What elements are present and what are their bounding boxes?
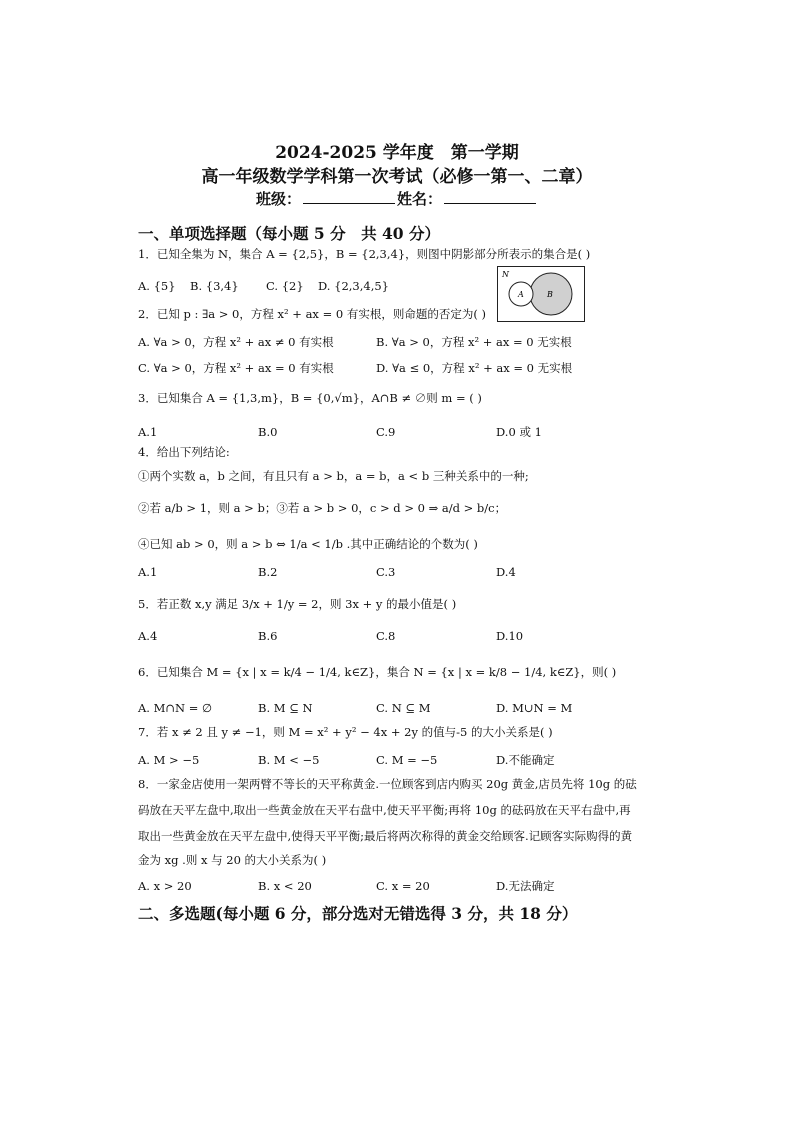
question-8-line-1: 8．一家金店使用一架两臂不等长的天平称黄金.一位顾客到店内购买 20g 黄金,店员先将 10g 的砝 [138,777,637,791]
q4-option-d: D.4 [496,565,516,579]
q3-option-a: A.1 [138,425,158,439]
question-2-stem: 2．已知 p : ∃a > 0，方程 x² + ax = 0 有实根，则命题的否定为( ) [138,307,486,321]
q4-option-c: C.3 [376,565,396,579]
question-8-line-3: 取出一些黄金放在天平左盘中,使得天平平衡;最后将两次称得的黄金交给顾客.记顾客实际购得的黄 [138,829,633,843]
class-blank [303,189,395,204]
question-1-stem: 1．已知全集为 N，集合 A = {2,5}，B = {2,3,4}，则图中阴影部分所表示的集合是( ) [138,247,591,261]
exam-title: 高一年级数学学科第一次考试（必修一第一、二章） [201,167,593,187]
q2-option-a: A. ∀a > 0，方程 x² + ax ≠ 0 有实根 [138,335,334,349]
q6-option-d: D. M∪N = M [496,701,573,715]
q8-option-b: B. x < 20 [258,879,312,893]
q7-option-d: D.不能确定 [496,753,555,767]
q8-option-a: A. x > 20 [138,879,192,893]
q6-option-b: B. M ⊆ N [258,701,313,715]
q4-option-a: A.1 [138,565,158,579]
q5-option-a: A.4 [138,629,158,643]
q1-option-d: D. {2,3,4,5} [318,279,389,293]
venn-label-b: B [547,290,553,299]
q6-option-a: A. M∩N = ∅ [138,701,213,715]
q7-option-b: B. M < −5 [258,753,320,767]
class-label: 班级： [255,190,301,208]
question-5-stem: 5．若正数 x,y 满足 3/x + 1/y = 2，则 3x + y 的最小值是( ) [138,597,457,611]
venn-diagram [497,266,585,322]
question-6-stem: 6．已知集合 M = {x | x = k/4 − 1/4, k∈Z}，集合 N = {x | x = k/8 − 1/4, k∈Z}，则( ) [138,665,617,679]
exam-title-term: 2024-2025 学年度 第一学期 [275,143,519,163]
question-8-line-2: 码放在天平左盘中,取出一些黄金放在天平右盘中,使天平平衡;再将 10g 的砝码放在天平右盘中,再 [138,803,631,817]
q4-statement-4: ④已知 ab > 0，则 a > b ⇔ 1/a < 1/b .其中正确结论的个数为( ) [138,537,478,551]
name-blank [444,189,536,204]
section-1-heading: 一、单项选择题（每小题 5 分 共 40 分） [138,224,440,243]
q8-option-c: C. x = 20 [376,879,430,893]
q2-option-c: C. ∀a > 0，方程 x² + ax = 0 有实根 [138,361,334,375]
q1-option-c: C. {2} [266,279,304,293]
q1-option-a: A. {5} [138,279,176,293]
q2-option-d: D. ∀a ≤ 0，方程 x² + ax = 0 无实根 [376,361,573,375]
q4-option-b: B.2 [258,565,278,579]
q4-statement-2-3: ②若 a/b > 1，则 a > b；③若 a > b > 0，c > d > 0 ⇒ a/d > b/c； [138,501,507,515]
q5-option-d: D.10 [496,629,524,643]
q3-option-d: D.0 或 1 [496,425,542,439]
q6-option-c: C. N ⊆ M [376,701,431,715]
question-3-stem: 3．已知集合 A = {1,3,m}，B = {0,√m}，A∩B ≠ ∅则 m = ( ) [138,391,482,405]
section-2-heading: 二、多选题(每小题 6 分，部分选对无错选得 3 分，共 18 分） [138,904,578,923]
q7-option-a: A. M > −5 [138,753,200,767]
venn-label-n: N [502,270,509,279]
q7-option-c: C. M = −5 [376,753,438,767]
q5-option-b: B.6 [258,629,278,643]
name-label: 姓名： [397,190,443,208]
student-info-line [0,188,794,209]
q8-option-d: D.无法确定 [496,879,555,893]
question-4-stem: 4．给出下列结论: [138,445,230,459]
question-7-stem: 7．若 x ≠ 2 且 y ≠ −1，则 M = x² + y² − 4x + 2y 的值与-5 的大小关系是( ) [138,725,553,739]
q1-option-b: B. {3,4} [190,279,239,293]
question-8-line-4: 金为 xg .则 x 与 20 的大小关系为( ) [138,853,327,867]
q3-option-b: B.0 [258,425,278,439]
q5-option-c: C.8 [376,629,396,643]
venn-label-a: A [518,290,524,299]
q2-option-b: B. ∀a > 0，方程 x² + ax = 0 无实根 [376,335,572,349]
q4-statement-1: ①两个实数 a，b 之间，有且只有 a > b，a = b，a < b 三种关系中的一种; [138,469,529,483]
q3-option-c: C.9 [376,425,396,439]
